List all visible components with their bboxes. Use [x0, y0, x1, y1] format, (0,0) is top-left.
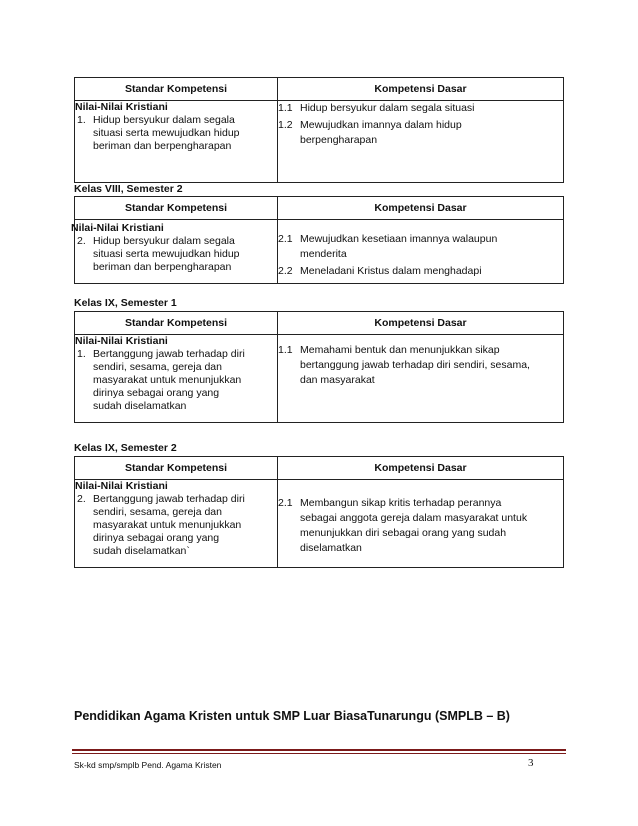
kd-item — [278, 343, 563, 388]
footer-divider-thin — [72, 753, 566, 754]
sk-line: Hidup bersyukur dalam segala — [93, 114, 235, 126]
header-standar-kompetensi: Standar Kompetensi — [75, 312, 278, 335]
sk-line: beriman dan berpengharapan — [93, 140, 232, 152]
sk-line: sudah diselamatkan` — [93, 545, 190, 557]
kd-cell — [278, 480, 564, 568]
kelas-heading: Kelas VIII, Semester 2 — [74, 183, 183, 195]
kd-number: 1.2 — [278, 119, 293, 131]
sk-line: Hidup bersyukur dalam segala — [93, 235, 235, 247]
kd-line: berpengharapan — [300, 134, 378, 146]
sk-line: dirinya sebagai orang yang — [93, 532, 220, 544]
kd-line: Meneladani Kristus dalam menghadapi — [300, 265, 482, 277]
header-standar-kompetensi: Standar Kompetensi — [75, 457, 278, 480]
kd-line: Memahami bentuk dan menunjukkan sikap — [300, 344, 500, 356]
header-kompetensi-dasar: Kompetensi Dasar — [278, 457, 564, 480]
kd-item — [278, 101, 563, 116]
sk-number: 1. — [77, 348, 86, 360]
competency-table-2 — [71, 196, 564, 284]
kd-item — [278, 264, 563, 279]
kd-line: diselamatkan — [300, 542, 362, 554]
kd-line: Membangun sikap kritis terhadap perannya — [300, 497, 502, 509]
kd-line: menderita — [300, 248, 347, 260]
kd-line: Hidup bersyukur dalam segala situasi — [300, 102, 475, 114]
sk-line: Bertanggung jawab terhadap diri — [93, 348, 245, 360]
document-subject-title: Pendidikan Agama Kristen untuk SMP Luar BiasaTunarungu (SMPLB – B) — [74, 709, 510, 723]
sk-cell — [75, 480, 278, 568]
sk-line: sendiri, sesama, gereja dan — [93, 506, 222, 518]
sk-cell — [75, 335, 278, 423]
kd-line: Mewujudkan imannya dalam hidup — [300, 119, 462, 131]
page-number: 3 — [528, 757, 534, 769]
sk-cell — [71, 220, 278, 284]
kd-line: bertanggung jawab terhadap diri sendiri, sesama, — [300, 359, 530, 371]
sk-line: dirinya sebagai orang yang — [93, 387, 220, 399]
kelas-heading: Kelas IX, Semester 1 — [74, 297, 177, 309]
kd-cell — [278, 220, 564, 284]
sk-line: masyarakat untuk menunjukkan — [93, 519, 242, 531]
sk-title: Nilai-Nilai Kristiani — [75, 335, 168, 347]
competency-table-1 — [74, 77, 564, 183]
competency-table-4 — [74, 456, 564, 568]
kd-number: 2.1 — [278, 497, 293, 509]
header-kompetensi-dasar: Kompetensi Dasar — [278, 312, 564, 335]
kd-number: 1.1 — [278, 344, 293, 356]
kd-item — [278, 118, 563, 148]
kd-cell — [278, 101, 564, 183]
header-kompetensi-dasar: Kompetensi Dasar — [278, 78, 564, 101]
sk-line: beriman dan berpengharapan — [93, 261, 232, 273]
sk-number: 2. — [77, 235, 86, 247]
sk-title: Nilai-Nilai Kristiani — [71, 222, 164, 234]
kd-number: 1.1 — [278, 102, 293, 114]
kelas-heading: Kelas IX, Semester 2 — [74, 442, 177, 454]
kd-number: 2.1 — [278, 233, 293, 245]
kd-line: sebagai anggota gereja dalam masyarakat untuk — [300, 512, 528, 524]
kd-number: 2.2 — [278, 265, 293, 277]
sk-number: 1. — [77, 114, 86, 126]
header-kompetensi-dasar: Kompetensi Dasar — [278, 197, 564, 220]
kd-cell — [278, 335, 564, 423]
sk-number: 2. — [77, 493, 86, 505]
sk-title: Nilai-Nilai Kristiani — [75, 101, 168, 113]
sk-line: situasi serta mewujudkan hidup — [93, 127, 240, 139]
sk-line: sudah diselamatkan — [93, 400, 187, 412]
footer-divider — [72, 749, 566, 751]
header-standar-kompetensi: Standar Kompetensi — [75, 78, 278, 101]
sk-line: masyarakat untuk menunjukkan — [93, 374, 242, 386]
kd-line: menunjukkan diri sebagai orang yang sudah — [300, 527, 507, 539]
sk-line: situasi serta mewujudkan hidup — [93, 248, 240, 260]
sk-title: Nilai-Nilai Kristiani — [75, 480, 168, 492]
footer-document-name: Sk-kd smp/smplb Pend. Agama Kristen — [74, 760, 222, 770]
header-standar-kompetensi: Standar Kompetensi — [75, 197, 278, 220]
competency-table-3 — [74, 311, 564, 423]
sk-cell — [75, 101, 278, 183]
kd-line: dan masyarakat — [300, 374, 375, 386]
kd-item — [278, 496, 563, 556]
kd-line: Mewujudkan kesetiaan imannya walaupun — [300, 233, 498, 245]
sk-line: sendiri, sesama, gereja dan — [93, 361, 222, 373]
sk-line: Bertanggung jawab terhadap diri — [93, 493, 245, 505]
kd-item — [278, 232, 563, 262]
